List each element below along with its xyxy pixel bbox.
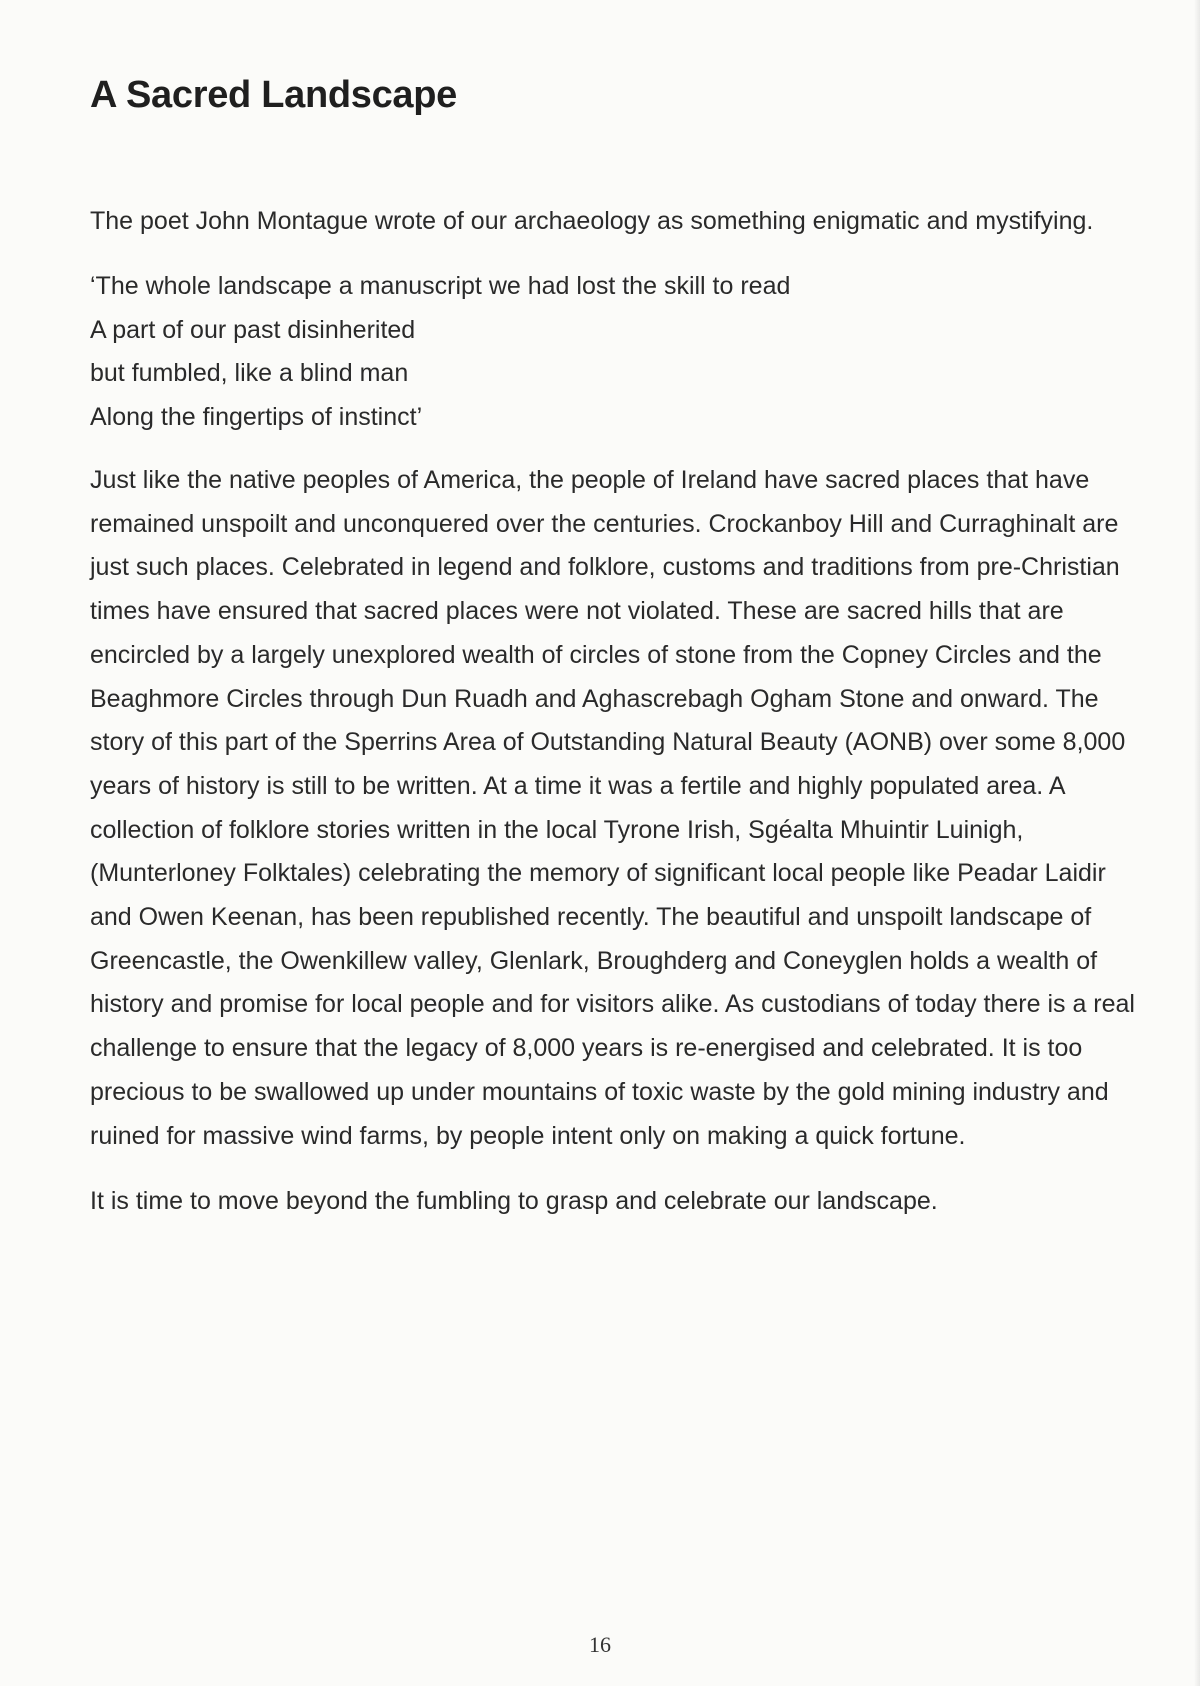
poem-quote: [90, 265, 1140, 439]
page-edge-shadow: [1194, 0, 1200, 1686]
page-title: A Sacred Landscape: [90, 74, 458, 116]
page-content: [90, 70, 1140, 1223]
body-paragraph: Just like the native peoples of America, the people of Ireland have sacred places that have remained unspoilt and unconquered over the centuries. Crockanboy Hill and Curraghinalt are just such places. Celebrated in legend and folklore, customs and traditions from pre-Christian times have ensured that sacred places were not violated. These are sacred hills that are encircled by a largely unexplored wealth of circles of stone from the Copney Circles and the Beaghmore Circles through Dun Ruadh and Aghascrebagh Ogham Stone and onward. The story of this part of the Sperrins Area of Outstanding Natural Beauty (AONB) over some 8,000 years of history is still to be written. At a time it was a fertile and highly populated area. A collection of folklore stories written in the local Tyrone Irish, Sgéalta Mhuintir Luinigh, (Munterloney Folktales) celebrating the memory of significant local people like Peadar Laidir and Owen Keenan, has been republished recently. The beautiful and unspoilt landscape of Greencastle, the Owenkillew valley, Glenlark, Broughderg and Coneyglen holds a wealth of history and promise for local people and for visitors alike. As custodians of today there is a real challenge to ensure that the legacy of 8,000 years is re-energised and celebrated. It is too precious to be swallowed up under mountains of toxic waste by the gold mining industry and ruined for massive wind farms, by people intent only on making a quick fortune.: [90, 466, 1135, 1150]
closing-paragraph: It is time to move beyond the fumbling to grasp and celebrate our landscape.: [90, 1187, 938, 1216]
poem-line: Along the fingertips of instinct’: [90, 402, 423, 431]
poem-line: A part of our past disinherited: [90, 315, 416, 344]
poem-line: but fumbled, like a blind man: [90, 359, 409, 387]
intro-paragraph: The poet John Montague wrote of our archaeology as something enigmatic and mystifying.: [90, 207, 1094, 235]
page-number: 16: [589, 1632, 611, 1657]
poem-line: ‘The whole landscape a manuscript we had lost the skill to read: [90, 272, 791, 300]
